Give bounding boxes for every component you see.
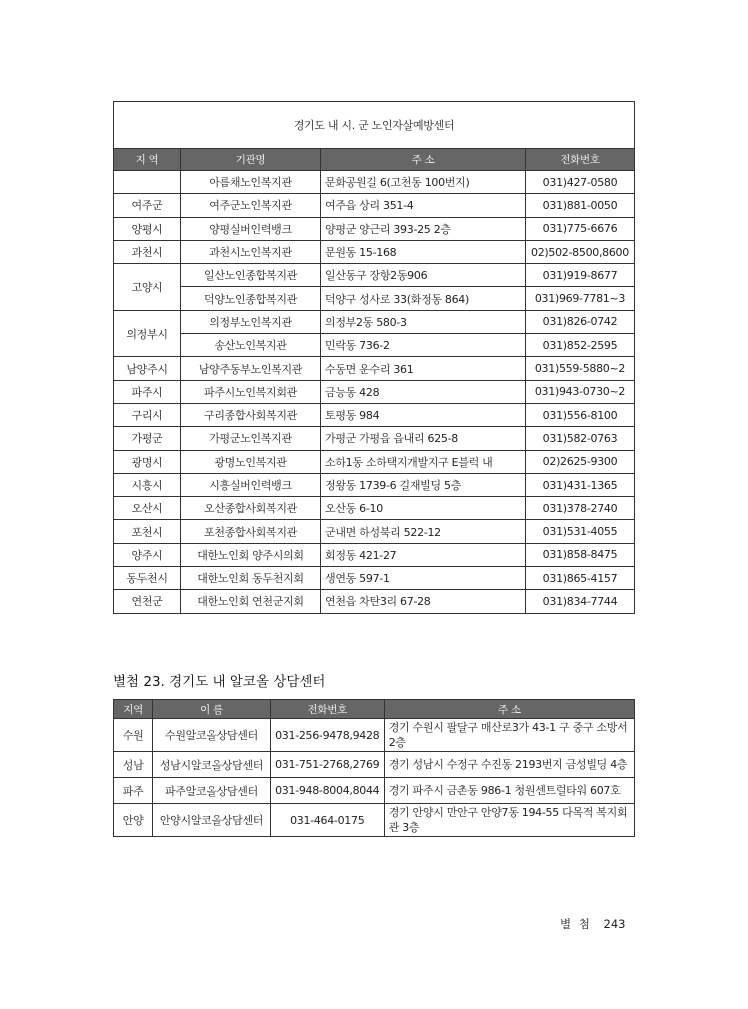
row-address: 오산동 6-10 [321, 497, 526, 520]
header-name: 이 름 [153, 700, 271, 719]
row-region: 양평시 [114, 217, 181, 240]
table-row [114, 287, 635, 310]
row-region: 파주시 [114, 380, 181, 403]
row-name: 남양주동부노인복지관 [181, 357, 321, 380]
row-address: 경기 수원시 팔달구 매산로3가 43-1 구 중구 소방서 2층 [384, 719, 634, 752]
row-name: 오산종합사회복지관 [181, 497, 321, 520]
row-address: 민락동 736-2 [321, 334, 526, 357]
table-row [114, 310, 635, 333]
row-region: 포천시 [114, 520, 181, 543]
row-address: 여주읍 상리 351-4 [321, 194, 526, 217]
header-address: 주 소 [384, 700, 634, 719]
table-row [114, 778, 635, 804]
row-name: 수원알코올상담센터 [153, 719, 271, 752]
row-name: 성남시알코올상담센터 [153, 752, 271, 778]
row-name: 포천종합사회복지관 [181, 520, 321, 543]
row-region: 고양시 [114, 264, 181, 311]
row-region: 성남 [114, 752, 153, 778]
table-row [114, 380, 635, 403]
row-region: 구리시 [114, 403, 181, 426]
row-phone: 031)427-0580 [526, 171, 635, 194]
row-address: 금능동 428 [321, 380, 526, 403]
row-phone: 031)858-8475 [526, 543, 635, 566]
row-address: 회정동 421-27 [321, 543, 526, 566]
row-region: 의정부시 [114, 310, 181, 357]
row-region: 오산시 [114, 497, 181, 520]
row-phone: 031)852-2595 [526, 334, 635, 357]
row-region: 양주시 [114, 543, 181, 566]
row-name: 일산노인종합복지관 [181, 264, 321, 287]
row-phone: 031)531-4055 [526, 520, 635, 543]
header-phone: 전화번호 [270, 700, 384, 719]
row-region: 수원 [114, 719, 153, 752]
row-name: 가평군노인복지관 [181, 427, 321, 450]
row-phone: 031)969-7781~3 [526, 287, 635, 310]
row-address: 경기 안양시 만안구 안양7동 194-55 다목적 복지회관 3층 [384, 804, 634, 837]
row-address: 연천읍 차탄3리 67-28 [321, 590, 526, 613]
alcohol-counseling-center-table [113, 699, 635, 837]
table-title: 경기도 내 시. 군 노인자살예방센터 [114, 102, 635, 149]
row-phone: 031)919-8677 [526, 264, 635, 287]
row-address: 수동면 운수리 361 [321, 357, 526, 380]
row-phone: 031)865-4157 [526, 567, 635, 590]
row-phone: 031)826-0742 [526, 310, 635, 333]
row-phone: 031)378-2740 [526, 497, 635, 520]
row-region: 여주군 [114, 194, 181, 217]
header-name: 기관명 [181, 149, 321, 171]
table-row [114, 543, 635, 566]
table-row [114, 590, 635, 613]
row-phone: 02)2625-9300 [526, 450, 635, 473]
row-name: 여주군노인복지관 [181, 194, 321, 217]
row-phone: 031)881-0050 [526, 194, 635, 217]
row-region [114, 171, 181, 194]
row-name: 송산노인복지관 [181, 334, 321, 357]
table-row [114, 357, 635, 380]
row-region: 동두천시 [114, 567, 181, 590]
row-address: 일산동구 장항2동906 [321, 264, 526, 287]
row-address: 양평군 양근리 393-25 2층 [321, 217, 526, 240]
row-address: 경기 성남시 수정구 수진동 2193번지 금성빌딩 4층 [384, 752, 634, 778]
row-phone: 031)431-1365 [526, 473, 635, 496]
row-phone: 031)559-5880~2 [526, 357, 635, 380]
row-name: 파주시노인복지회관 [181, 380, 321, 403]
row-name: 구리종합사회복지관 [181, 403, 321, 426]
header-region: 지역 [114, 700, 153, 719]
table-row [114, 264, 635, 287]
row-phone: 02)502-8500,8600 [526, 240, 635, 263]
row-name: 파주알코올상담센터 [153, 778, 271, 804]
row-phone: 031)775-6676 [526, 217, 635, 240]
row-address: 덕양구 성사로 33(화정동 864) [321, 287, 526, 310]
row-phone: 031)834-7744 [526, 590, 635, 613]
table-row [114, 752, 635, 778]
row-phone: 031-948-8004,8044 [270, 778, 384, 804]
table-row [114, 804, 635, 837]
suicide-prevention-center-table [113, 101, 635, 614]
row-phone: 031)556-8100 [526, 403, 635, 426]
header-region: 지 역 [114, 149, 181, 171]
row-region: 과천시 [114, 240, 181, 263]
page-footer [560, 916, 625, 932]
table-row [114, 171, 635, 194]
table-row [114, 334, 635, 357]
row-address: 생연동 597-1 [321, 567, 526, 590]
row-address: 소하1동 소하택지개발지구 E블럭 내 [321, 450, 526, 473]
row-phone: 031)943-0730~2 [526, 380, 635, 403]
row-name: 시흥실버인력뱅크 [181, 473, 321, 496]
row-address: 의정부2동 580-3 [321, 310, 526, 333]
row-region: 연천군 [114, 590, 181, 613]
row-name: 대한노인회 동두천지회 [181, 567, 321, 590]
row-phone: 031)582-0763 [526, 427, 635, 450]
table-row [114, 240, 635, 263]
table-row [114, 194, 635, 217]
row-region: 남양주시 [114, 357, 181, 380]
row-region: 가평군 [114, 427, 181, 450]
row-name: 광명노인복지관 [181, 450, 321, 473]
table-row [114, 403, 635, 426]
table-row [114, 217, 635, 240]
table-row [114, 497, 635, 520]
row-name: 의정부노인복지관 [181, 310, 321, 333]
row-name: 양평실버인력뱅크 [181, 217, 321, 240]
row-name: 과천시노인복지관 [181, 240, 321, 263]
table-row [114, 427, 635, 450]
row-name: 대한노인회 양주시의회 [181, 543, 321, 566]
row-region: 안양 [114, 804, 153, 837]
header-phone: 전화번호 [526, 149, 635, 171]
row-region: 광명시 [114, 450, 181, 473]
row-name: 아름채노인복지관 [181, 171, 321, 194]
table-row [114, 450, 635, 473]
footer-label: 별 첨 [560, 917, 592, 931]
row-name: 안양시알코올상담센터 [153, 804, 271, 837]
row-address: 가평군 가평읍 읍내리 625-8 [321, 427, 526, 450]
row-name: 덕양노인종합복지관 [181, 287, 321, 310]
header-address: 주 소 [321, 149, 526, 171]
row-address: 문원동 15-168 [321, 240, 526, 263]
page-number: 243 [603, 917, 626, 931]
table-row [114, 520, 635, 543]
row-name: 대한노인회 연천군지회 [181, 590, 321, 613]
row-address: 정왕동 1739-6 길재빌딩 5층 [321, 473, 526, 496]
section-heading: 별첨 23. 경기도 내 알코올 상담센터 [113, 674, 326, 690]
table-row [114, 473, 635, 496]
row-address: 군내면 하성북리 522-12 [321, 520, 526, 543]
row-address: 경기 파주시 금촌동 986-1 청원센트럴타워 607호 [384, 778, 634, 804]
row-phone: 031-751-2768,2769 [270, 752, 384, 778]
row-region: 파주 [114, 778, 153, 804]
table-row [114, 719, 635, 752]
row-address: 토평동 984 [321, 403, 526, 426]
row-address: 문화공원길 6(고천동 100번지) [321, 171, 526, 194]
table-row [114, 567, 635, 590]
row-region: 시흥시 [114, 473, 181, 496]
row-phone: 031-464-0175 [270, 804, 384, 837]
row-phone: 031-256-9478,9428 [270, 719, 384, 752]
